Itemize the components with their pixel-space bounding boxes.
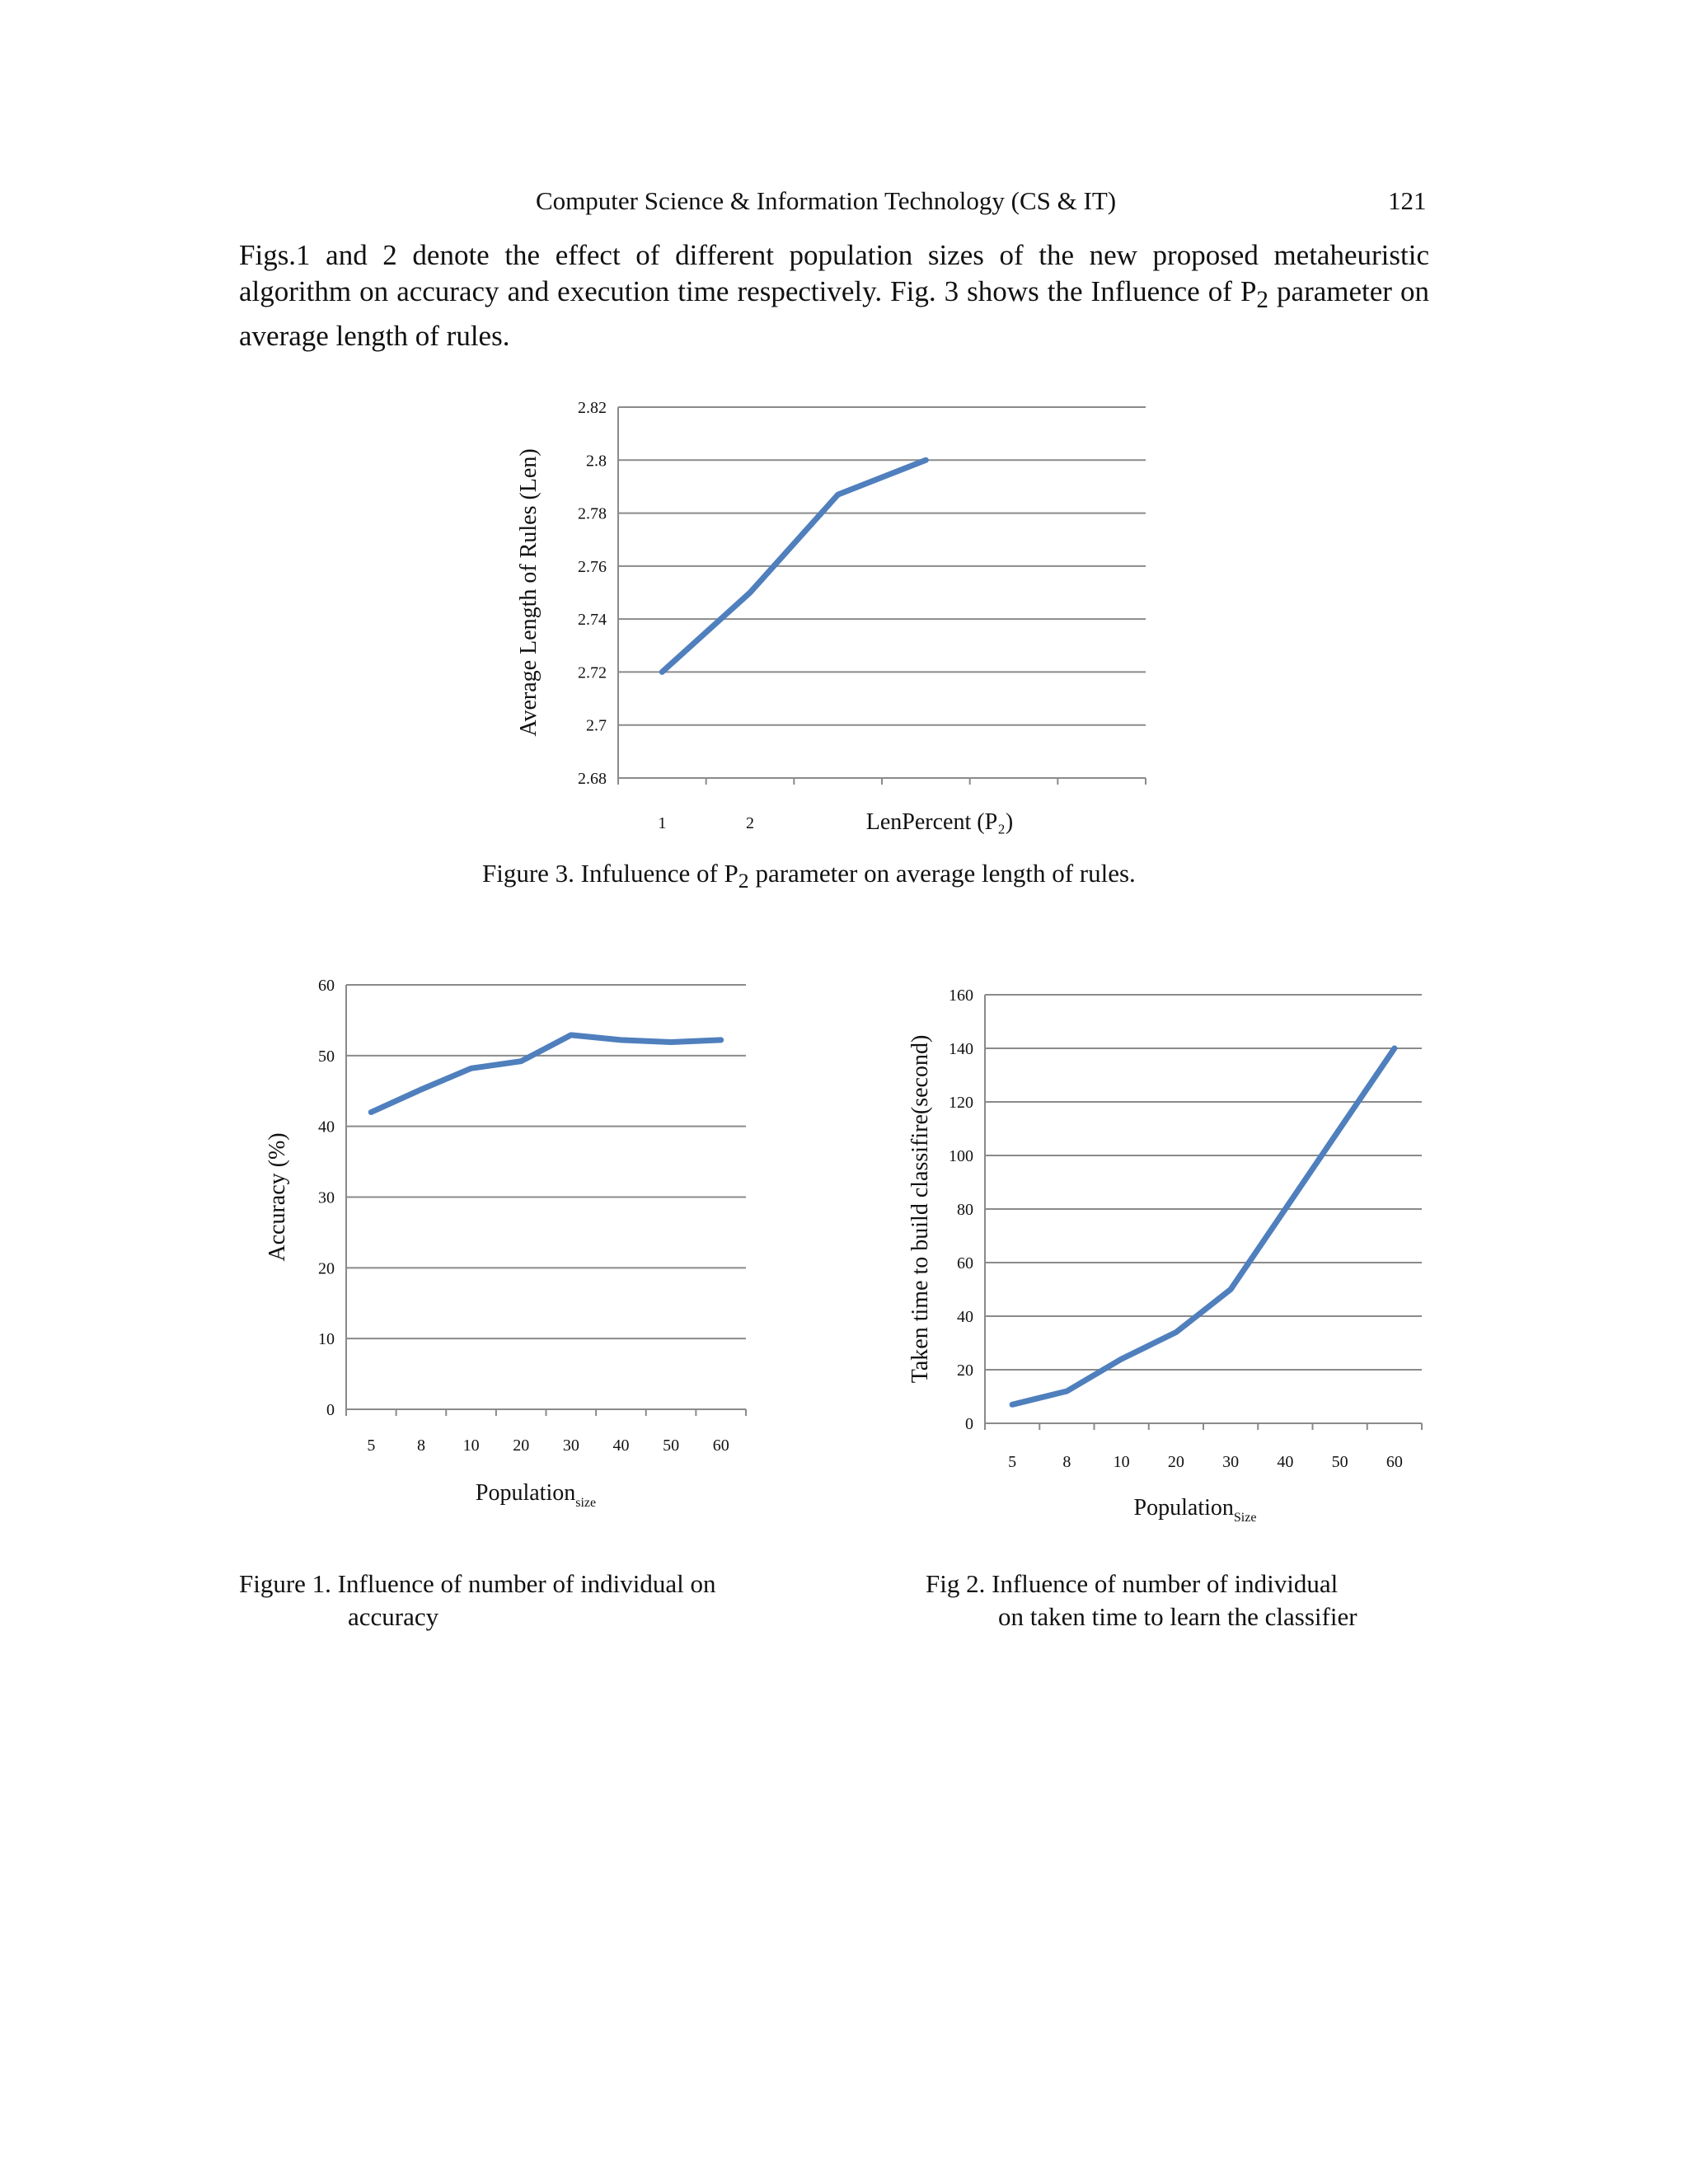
figure-1-caption <box>239 1568 716 1633</box>
x-tick-label: 20 <box>513 1436 530 1455</box>
x-tick-label: 60 <box>1386 1453 1403 1471</box>
y-tick-label: 0 <box>965 1415 973 1433</box>
x-tick-label: 5 <box>367 1436 376 1455</box>
x-tick-label: 30 <box>562 1436 579 1455</box>
y-tick-label: 30 <box>318 1188 335 1207</box>
figure-3-caption <box>482 857 1136 898</box>
x-tick-label: 50 <box>663 1436 680 1455</box>
y-tick-label: 2.7 <box>586 716 607 735</box>
paragraph-text: Figs.1 and 2 denote the effect of different population sizes of the new proposed metaheuristic algorithm on accuracy and execution time respectively. Fig. 3 shows the Influence of P <box>239 239 1429 307</box>
figure-3-caption-suffix: parameter on average length of rules. <box>748 859 1136 888</box>
y-tick-label: 40 <box>957 1308 973 1326</box>
y-axis-title: Taken time to build classifire(second) <box>907 1034 933 1384</box>
y-tick-label: 120 <box>949 1094 973 1112</box>
y-tick-label: 40 <box>318 1118 335 1137</box>
y-tick-label: 2.78 <box>578 504 607 523</box>
y-tick-label: 50 <box>318 1047 335 1066</box>
y-axis-title: Accuracy (%) <box>265 1132 290 1262</box>
x-axis-title: Population$_{size}$ <box>475 1480 597 1510</box>
paragraph-subscript: 2 <box>1256 287 1268 313</box>
y-axis-title: Average Length of Rules (Len) <box>516 448 542 737</box>
y-tick-label: 60 <box>318 977 335 995</box>
x-tick-label: 50 <box>1331 1453 1348 1471</box>
figure-1-chart <box>264 972 775 1516</box>
x-tick-label: 30 <box>1222 1453 1240 1471</box>
y-tick-label: 2.68 <box>578 770 607 788</box>
x-tick-label: 40 <box>1277 1453 1294 1471</box>
figure-3-caption-prefix: Figure 3. Infuluence of P <box>482 859 738 888</box>
figure-2-caption-line-1: Fig 2. Influence of number of individual <box>926 1569 1339 1598</box>
page-number: 121 <box>1388 186 1427 215</box>
y-tick-label: 2.72 <box>578 663 607 682</box>
figure-1-caption-line-2: accuracy <box>348 1602 439 1631</box>
series-line <box>371 1035 720 1113</box>
y-tick-label: 20 <box>318 1259 335 1278</box>
figure-2-caption <box>926 1568 1357 1633</box>
figure-1-caption-line-1: Figure 1. Influence of number of individual on <box>239 1569 716 1598</box>
running-title: Computer Science & Information Technology (CS & IT) <box>536 186 1117 215</box>
y-tick-label: 0 <box>326 1401 335 1419</box>
y-tick-label: 2.76 <box>578 557 607 576</box>
y-tick-label: 140 <box>949 1040 973 1058</box>
y-tick-label: 80 <box>957 1201 973 1219</box>
y-tick-label: 2.8 <box>586 452 607 471</box>
y-tick-label: 20 <box>957 1361 973 1380</box>
y-tick-label: 2.82 <box>578 399 607 417</box>
x-tick-label: 1 <box>658 814 667 832</box>
figure-3-chart <box>511 387 1154 849</box>
figure-2-chart <box>898 977 1442 1529</box>
y-tick-label: 100 <box>949 1147 973 1165</box>
body-paragraph <box>239 237 1429 354</box>
figure-3-caption-subscript: 2 <box>738 869 749 893</box>
x-tick-label: 2 <box>746 814 754 832</box>
x-tick-label: 8 <box>1062 1453 1071 1471</box>
x-tick-label: 20 <box>1167 1453 1184 1471</box>
x-axis-title: Population$_{Size}$ <box>1133 1495 1257 1525</box>
x-axis-title: LenPercent (P₂) <box>865 809 1014 835</box>
x-axis-title-subscript: Size <box>1233 1511 1257 1525</box>
y-tick-label: 160 <box>949 987 973 1005</box>
y-tick-label: 60 <box>957 1254 973 1272</box>
y-tick-label: 10 <box>318 1330 335 1349</box>
figure-2-caption-line-2: on taken time to learn the classifier <box>998 1602 1357 1631</box>
paragraph-text-end: parameter on average length of rules. <box>239 275 1429 352</box>
x-tick-label: 5 <box>1008 1453 1017 1471</box>
x-tick-label: 60 <box>712 1436 729 1455</box>
x-tick-label: 10 <box>462 1436 480 1455</box>
x-tick-label: 40 <box>612 1436 630 1455</box>
y-tick-label: 2.74 <box>578 611 607 630</box>
x-tick-label: 10 <box>1113 1453 1130 1471</box>
page-header <box>0 186 1688 223</box>
x-axis-title-subscript: size <box>575 1496 597 1510</box>
x-tick-label: 8 <box>416 1436 425 1455</box>
